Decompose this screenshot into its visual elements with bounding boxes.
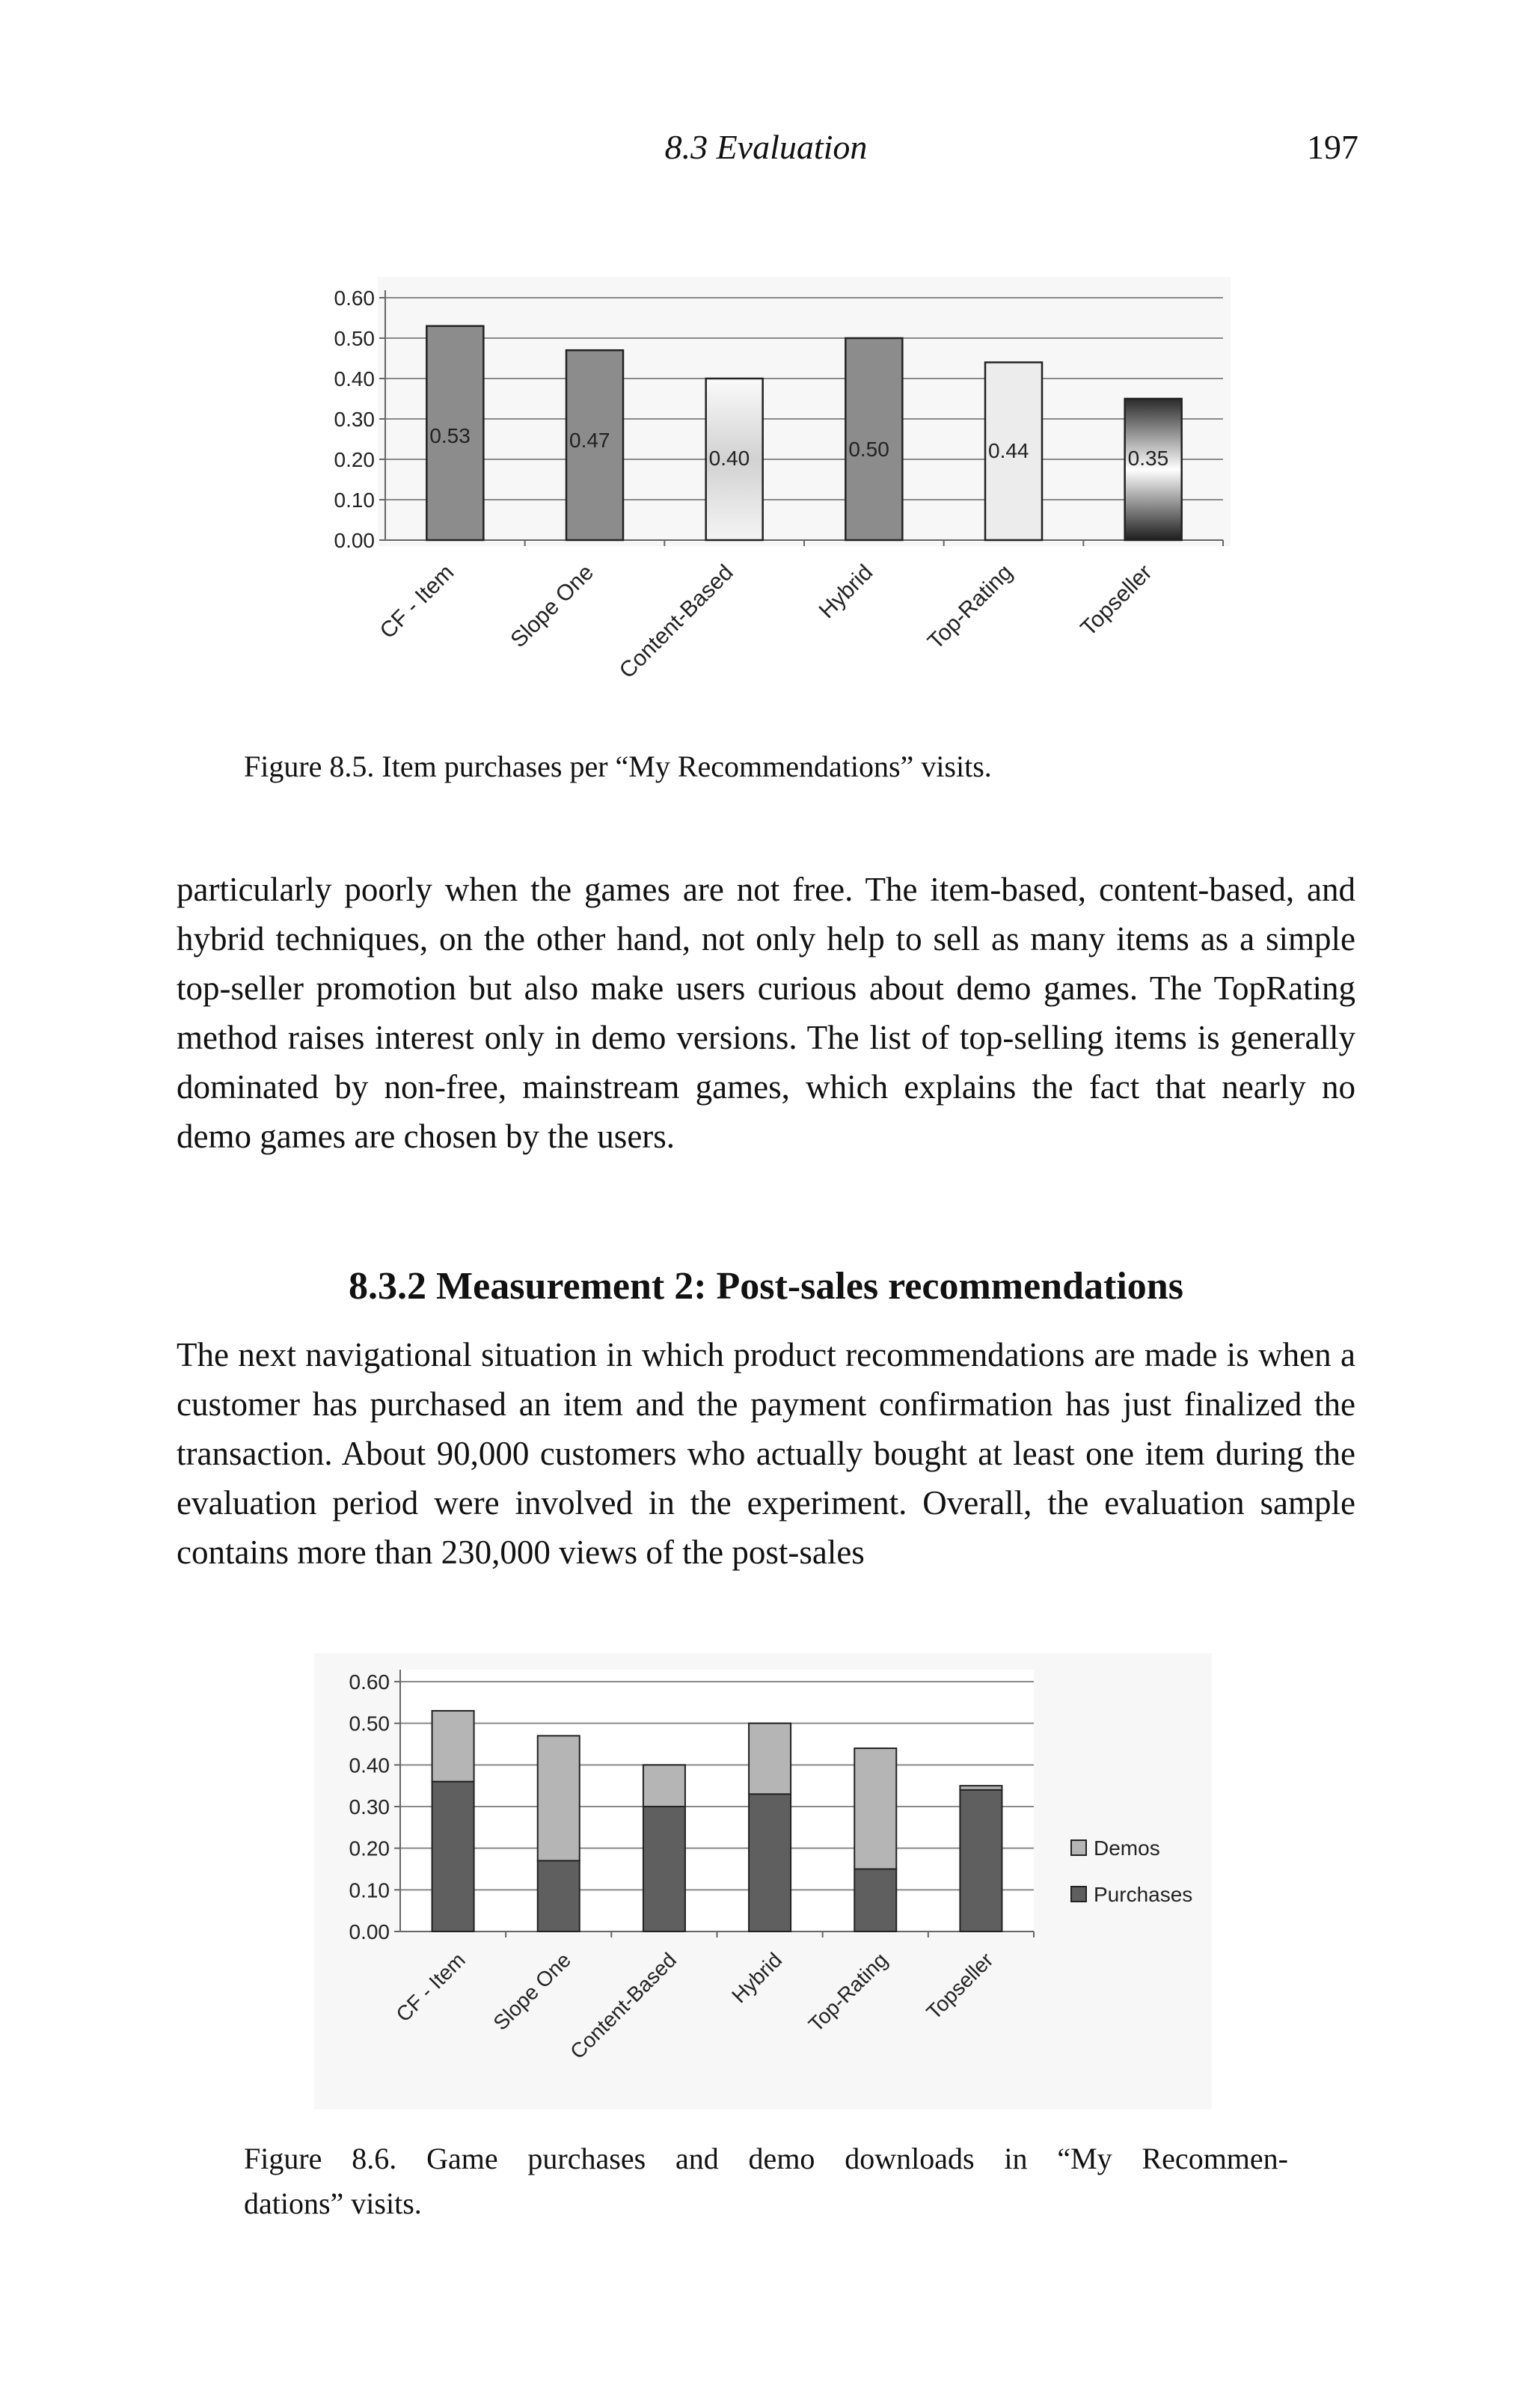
section-paragraph: The next navigational situation in which product recommendations are made is when a customer has purchased an item and the payment confirmation has just finalized the transaction. About 90,000 customers who actually bought at least one item during the evaluation period were involved in the experiment. Overall, the evaluation sample contains more than 230,000 views of the post-sales: [177, 1336, 1355, 1571]
bar-segment-purchases: [854, 1869, 896, 1932]
data-label: 0.40: [708, 447, 750, 470]
y-tick-label: 0.30: [349, 1795, 390, 1819]
y-tick-label: 0.60: [349, 1670, 390, 1694]
y-tick-label: 0.00: [334, 529, 375, 552]
bar-segment-demos: [643, 1765, 685, 1807]
y-tick-label: 0.50: [349, 1712, 390, 1735]
caption-line-2: dations” visits.: [244, 2187, 422, 2220]
x-tick-label: CF - Item: [391, 1948, 470, 2026]
x-tick-label: Slope One: [488, 1948, 575, 2035]
y-tick-label: 0.20: [349, 1836, 390, 1860]
bar-segment-purchases: [960, 1790, 1002, 1931]
y-tick-label: 0.10: [334, 488, 375, 512]
x-tick-label: Top-Rating: [803, 1948, 892, 2036]
y-tick-label: 0.40: [334, 367, 375, 390]
bar-segment-demos: [960, 1786, 1002, 1790]
bar-segment-demos: [432, 1711, 474, 1782]
x-tick-label: Hybrid: [727, 1948, 787, 2008]
section-heading: 8.3.2 Measurement 2: Post-sales recommendations: [349, 1265, 1183, 1308]
y-tick-label: 0.50: [334, 327, 375, 350]
y-tick-label: 0.30: [334, 408, 375, 431]
plot-background: [378, 277, 1231, 546]
data-label: 0.53: [429, 424, 471, 447]
bar-segment-demos: [854, 1748, 896, 1869]
page-number: 197: [1307, 128, 1358, 166]
figure-8-6-caption: [244, 2136, 1288, 2226]
bar-segment-demos: [749, 1724, 791, 1795]
x-tick-label: Top-Rating: [923, 560, 1017, 655]
data-label: 0.47: [569, 429, 610, 452]
y-tick-label: 0.40: [349, 1753, 390, 1777]
plot-background: [400, 1670, 1034, 1931]
body-paragraph-1: particularly poorly when the games are not free. The item-based, content-based, and hybrid techniques, on the other hand, not only help to sell as many items as a simple top-seller promotion but also make users curious about demo games. The TopRating method raises interest only in demo versions. The list of top-selling items is generally dominated by non-free, mainstream games, which explains the fact that nearly no demo games are chosen by the users.: [177, 871, 1355, 1155]
legend-swatch-demos: [1071, 1840, 1086, 1855]
x-tick-label: Topseller: [1076, 560, 1157, 641]
data-label: 0.50: [848, 438, 889, 461]
bar-segment-purchases: [432, 1782, 474, 1931]
y-tick-label: 0.20: [334, 448, 375, 471]
data-label: 0.35: [1127, 447, 1169, 470]
x-tick-label: Content-Based: [614, 560, 738, 684]
y-tick-label: 0.00: [349, 1920, 390, 1943]
figure-8-6-chart: [314, 1653, 1227, 2117]
legend-label-demos: Demos: [1094, 1836, 1160, 1860]
bar-segment-purchases: [538, 1860, 580, 1931]
legend-swatch-purchases: [1071, 1887, 1086, 1902]
x-tick-label: Content-Based: [566, 1948, 681, 2064]
legend-label-purchases: Purchases: [1094, 1883, 1193, 1906]
data-label: 0.44: [988, 439, 1029, 462]
x-tick-label: Topseller: [922, 1948, 998, 2024]
y-tick-label: 0.60: [334, 287, 375, 310]
y-tick-label: 0.10: [349, 1878, 390, 1902]
bar-segment-demos: [538, 1735, 580, 1860]
x-tick-label: CF - Item: [375, 560, 459, 644]
stacked-bar-chart-svg: [314, 1653, 1227, 2117]
figure-8-5-chart: [299, 269, 1242, 718]
bar-segment-purchases: [643, 1807, 685, 1931]
figure-8-5-caption: Figure 8.5. Item purchases per “My Recommendations” visits.: [244, 750, 992, 783]
bar-segment-purchases: [749, 1794, 791, 1931]
x-tick-label: Hybrid: [814, 560, 878, 624]
running-header: 8.3 Evaluation: [664, 128, 868, 166]
x-tick-label: Slope One: [506, 560, 598, 653]
bar-chart-svg: [299, 269, 1242, 718]
caption-line-1: Figure 8.6. Game purchases and demo downloads in “My Recommen-: [244, 2142, 1288, 2175]
